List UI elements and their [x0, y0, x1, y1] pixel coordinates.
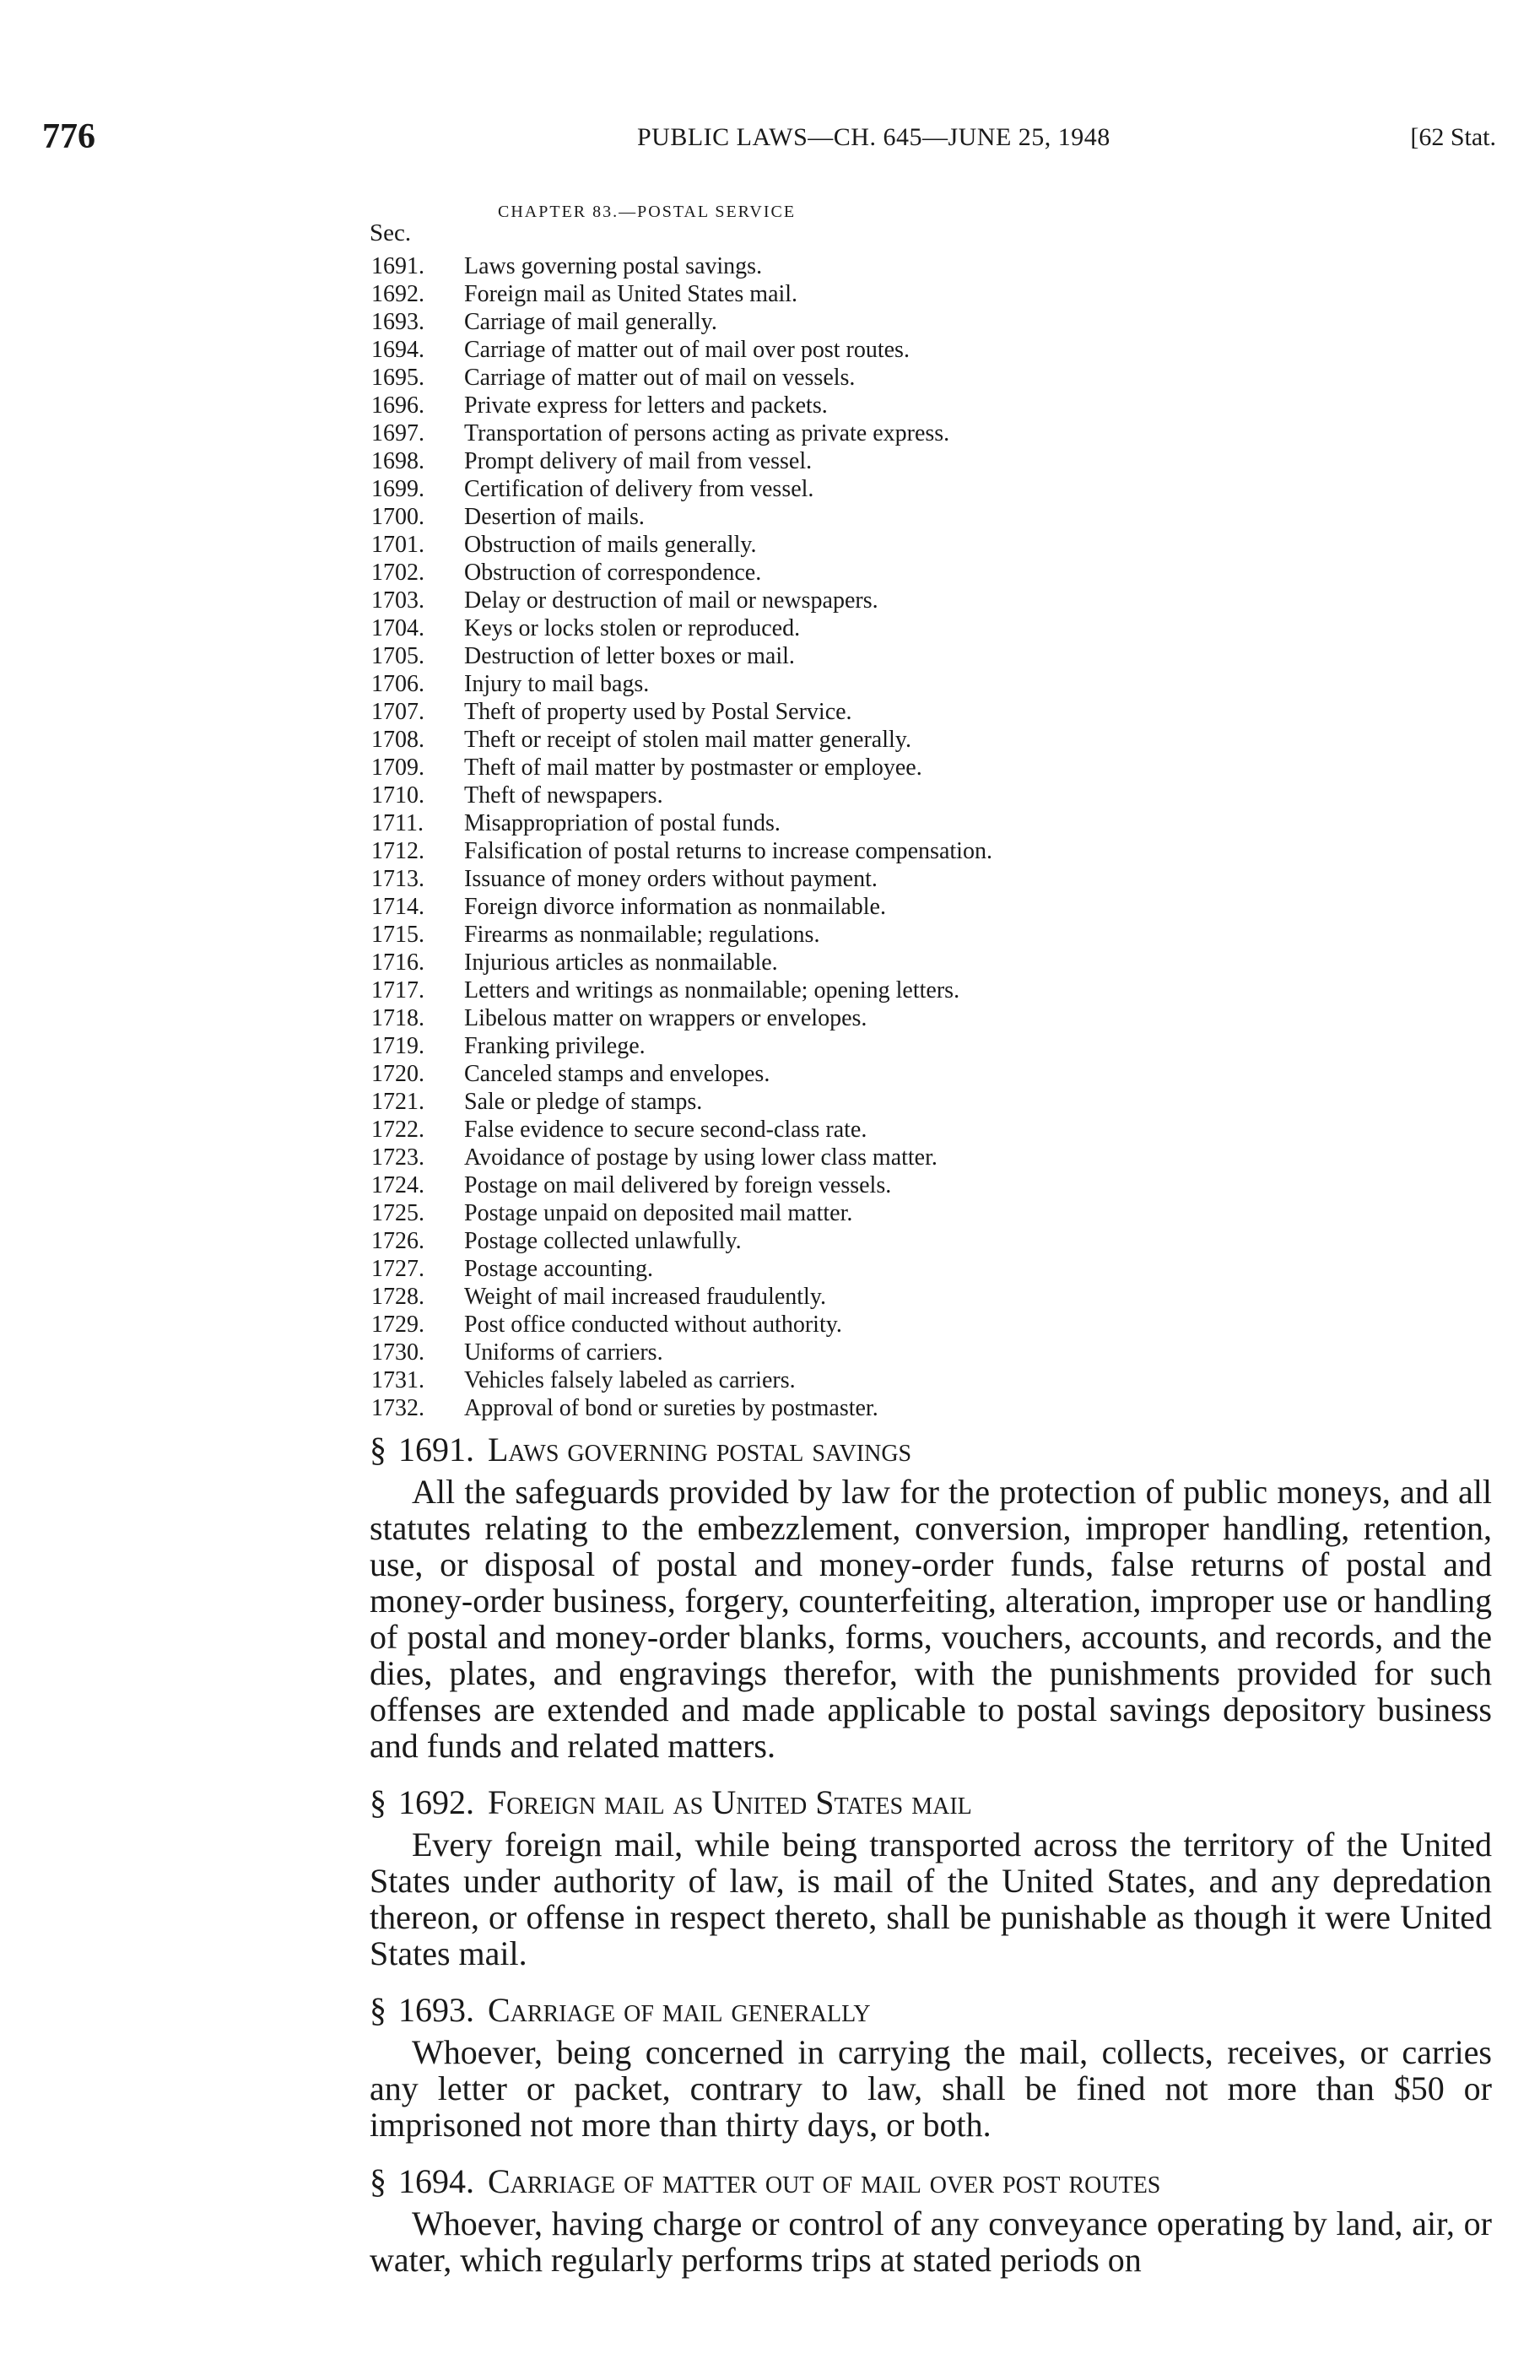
toc-entry-title: Foreign mail as United States mail.	[464, 281, 798, 307]
toc-entry-title: Carriage of matter out of mail on vessels.	[464, 365, 856, 391]
toc-entry-title: Sale or pledge of stamps.	[464, 1089, 703, 1115]
toc-entry	[371, 949, 992, 976]
toc-entry-number: 1696.	[371, 392, 424, 419]
toc-entry	[371, 642, 992, 670]
toc-entry-title: Weight of mail increased fraudulently.	[464, 1284, 826, 1310]
section-title: Carriage of matter out of mail over post routes	[488, 2162, 1161, 2200]
toc-entry-title: Obstruction of correspondence.	[464, 560, 762, 586]
toc-entry	[371, 419, 992, 447]
toc-entry-number: 1709.	[371, 755, 424, 781]
toc-entry-title: Postage unpaid on deposited mail matter.	[464, 1200, 853, 1226]
toc-entry-title: Obstruction of mails generally.	[464, 532, 757, 558]
toc-entry-number: 1702.	[371, 560, 424, 586]
toc-entry-title: Canceled stamps and envelopes.	[464, 1061, 770, 1087]
toc-entry-title: Issuance of money orders without payment.	[464, 866, 878, 892]
toc-entry-number: 1710.	[371, 782, 424, 809]
toc-entry-title: False evidence to secure second-class rate.	[464, 1117, 867, 1143]
toc-entry-title: Libelous matter on wrappers or envelopes.	[464, 1005, 867, 1031]
toc-entry-title: Prompt delivery of mail from vessel.	[464, 448, 813, 474]
running-title: PUBLIC LAWS—CH. 645—JUNE 25, 1948	[637, 123, 1110, 151]
toc-entry-title: Misappropriation of postal funds.	[464, 810, 781, 836]
section-symbol: §	[370, 1783, 386, 1821]
toc-entry-title: Approval of bond or sureties by postmaster.	[464, 1395, 878, 1421]
toc-entry-title: Postage accounting.	[464, 1256, 653, 1282]
toc-entry	[371, 670, 992, 698]
toc-entry-title: Carriage of matter out of mail over post routes.	[464, 337, 910, 363]
toc-entry-number: 1693.	[371, 309, 424, 335]
toc-entry	[371, 893, 992, 921]
toc-entry	[371, 921, 992, 949]
toc-entry	[371, 976, 992, 1004]
toc-entry-title: Theft or receipt of stolen mail matter generally.	[464, 727, 911, 753]
toc-entry-number: 1727.	[371, 1256, 424, 1282]
toc-entry	[371, 1339, 992, 1366]
section-heading	[370, 1992, 1492, 2029]
toc-entry-title: Certification of delivery from vessel.	[464, 476, 814, 502]
toc-entry-number: 1700.	[371, 504, 424, 530]
section-heading	[370, 1431, 1492, 1469]
toc-entry-number: 1706.	[371, 671, 424, 697]
toc-sec-label: Sec.	[370, 219, 412, 246]
toc-entry	[371, 837, 992, 865]
section-body: All the safeguards provided by law for the protection of public moneys, and all statutes relating to the embezzlement, conversion, improper handling, retention, use, or disposal of postal and money-order funds, false returns of postal and money-order business, forgery, counterfeiting, alteration, improper use or handling of postal and money-order blanks, forms, vouchers, accounts, and records, and the dies, plates, and engravings therefor, with the punishments provided for such offenses are extended and made applicable to postal savings depository business and funds and related matters.	[370, 1473, 1492, 1765]
toc-entry-number: 1713.	[371, 866, 424, 892]
toc-entry	[371, 865, 992, 893]
toc-entry-number: 1716.	[371, 949, 424, 976]
toc-entry-number: 1726.	[371, 1228, 424, 1254]
toc-entry-number: 1719.	[371, 1033, 424, 1059]
toc-entry-number: 1721.	[371, 1089, 424, 1115]
section-body: Whoever, being concerned in carrying the mail, collects, receives, or carries any letter or packet, contrary to law, shall be fined not more than $50 or imprisoned not more than thirty days, or both.	[370, 2033, 1492, 2144]
toc-entry-title: Letters and writings as nonmailable; opening letters.	[464, 977, 960, 1003]
toc-entry	[371, 809, 992, 837]
toc-entry	[371, 280, 992, 308]
toc-entry	[371, 392, 992, 419]
section-title: Carriage of mail generally	[488, 1991, 871, 2029]
toc-entry-number: 1725.	[371, 1200, 424, 1226]
toc-entry	[371, 1116, 992, 1144]
toc-entry-number: 1731.	[371, 1367, 424, 1393]
toc-entry	[371, 1255, 992, 1283]
toc-entry	[371, 587, 992, 614]
toc-entry-title: Theft of newspapers.	[464, 782, 663, 809]
section-number: 1693.	[398, 1991, 474, 2029]
toc-entry-title: Theft of mail matter by postmaster or employee.	[464, 755, 922, 781]
page-number: 776	[42, 117, 95, 156]
toc-entry-number: 1718.	[371, 1005, 424, 1031]
toc-entry	[371, 447, 992, 475]
toc-entry	[371, 782, 992, 809]
toc-entry-number: 1703.	[371, 587, 424, 614]
page-header	[0, 116, 1540, 159]
section-symbol: §	[370, 1431, 386, 1469]
toc-entry-title: Post office conducted without authority.	[464, 1312, 842, 1338]
toc-entry-title: Transportation of persons acting as private express.	[464, 420, 950, 446]
toc-entry	[371, 1366, 992, 1394]
section-number: 1694.	[398, 2162, 474, 2200]
toc-entry	[371, 1032, 992, 1060]
toc-entry-title: Uniforms of carriers.	[464, 1339, 663, 1366]
toc-entry-title: Vehicles falsely labeled as carriers.	[464, 1367, 796, 1393]
section-body: Whoever, having charge or control of any conveyance operating by land, air, or water, which regularly performs trips at stated periods on	[370, 2204, 1492, 2279]
toc-entry-title: Injurious articles as nonmailable.	[464, 949, 778, 976]
toc-entry	[371, 336, 992, 364]
toc-entry-number: 1708.	[371, 727, 424, 753]
toc-entry-number: 1707.	[371, 699, 424, 725]
toc-entry	[371, 1088, 992, 1116]
toc-entry	[371, 614, 992, 642]
toc-entry-number: 1712.	[371, 838, 424, 864]
section-symbol: §	[370, 2162, 386, 2200]
toc-entry	[371, 1004, 992, 1032]
toc-entry	[371, 1394, 992, 1422]
toc-entry-title: Avoidance of postage by using lower class matter.	[464, 1144, 938, 1171]
toc-entry-title: Carriage of mail generally.	[464, 309, 717, 335]
toc-entry-number: 1730.	[371, 1339, 424, 1366]
toc-entry-number: 1732.	[371, 1395, 424, 1421]
toc-entry-title: Foreign divorce information as nonmailable.	[464, 894, 886, 920]
toc-entry	[371, 503, 992, 531]
toc-entry-number: 1705.	[371, 643, 424, 669]
toc-entry	[371, 559, 992, 587]
toc-entry-title: Postage on mail delivered by foreign vessels.	[464, 1172, 892, 1198]
sections-body	[370, 1431, 1492, 2298]
toc-entry-number: 1694.	[371, 337, 424, 363]
toc-entry-number: 1723.	[371, 1144, 424, 1171]
toc-entry-number: 1722.	[371, 1117, 424, 1143]
toc-entry-number: 1695.	[371, 365, 424, 391]
toc-entry-number: 1728.	[371, 1284, 424, 1310]
toc-entry	[371, 475, 992, 503]
toc-entry-number: 1715.	[371, 922, 424, 948]
toc-entry	[371, 531, 992, 559]
toc-entry	[371, 308, 992, 336]
section-number: 1692.	[398, 1783, 474, 1821]
toc-entry	[371, 1144, 992, 1171]
toc-entry	[371, 754, 992, 782]
section-title: Foreign mail as United States mail	[488, 1783, 972, 1821]
toc-entry-number: 1701.	[371, 532, 424, 558]
toc-entry	[371, 364, 992, 392]
toc-entry-title: Laws governing postal savings.	[464, 253, 763, 279]
toc-entry	[371, 1311, 992, 1339]
toc-entry-number: 1692.	[371, 281, 424, 307]
toc-entry	[371, 1199, 992, 1227]
table-of-contents	[371, 252, 992, 1422]
section-symbol: §	[370, 1991, 386, 2029]
toc-entry	[371, 726, 992, 754]
toc-entry	[371, 252, 992, 280]
toc-entry-number: 1691.	[371, 253, 424, 279]
statute-reference: [62 Stat.	[1410, 123, 1496, 151]
section-heading	[370, 1784, 1492, 1821]
toc-entry	[371, 1227, 992, 1255]
toc-entry-title: Theft of property used by Postal Service.	[464, 699, 852, 725]
toc-entry-number: 1714.	[371, 894, 424, 920]
toc-entry-title: Private express for letters and packets.	[464, 392, 828, 419]
toc-entry-title: Keys or locks stolen or reproduced.	[464, 615, 801, 641]
toc-entry-number: 1711.	[371, 810, 424, 836]
section-body: Every foreign mail, while being transported across the territory of the United States under authority of law, is mail of the United States, and any depredation thereon, or offense in respect thereto, shall be punishable as though it were United States mail.	[370, 1826, 1492, 1972]
toc-entry-number: 1697.	[371, 420, 424, 446]
toc-entry-number: 1698.	[371, 448, 424, 474]
toc-entry-title: Delay or destruction of mail or newspapers.	[464, 587, 878, 614]
toc-entry-title: Firearms as nonmailable; regulations.	[464, 922, 820, 948]
toc-entry-title: Falsification of postal returns to increase compensation.	[464, 838, 992, 864]
toc-entry-number: 1699.	[371, 476, 424, 502]
section-title: Laws governing postal savings	[488, 1431, 912, 1469]
toc-entry-title: Postage collected unlawfully.	[464, 1228, 742, 1254]
toc-entry-number: 1724.	[371, 1172, 424, 1198]
section-number: 1691.	[398, 1431, 474, 1469]
toc-entry-number: 1704.	[371, 615, 424, 641]
toc-entry-title: Franking privilege.	[464, 1033, 646, 1059]
section-heading	[370, 2163, 1492, 2200]
toc-entry-title: Injury to mail bags.	[464, 671, 650, 697]
chapter-heading: CHAPTER 83.—POSTAL SERVICE	[498, 203, 797, 221]
toc-entry	[371, 1283, 992, 1311]
toc-entry	[371, 698, 992, 726]
toc-entry-title: Destruction of letter boxes or mail.	[464, 643, 795, 669]
toc-entry-number: 1717.	[371, 977, 424, 1003]
toc-entry	[371, 1060, 992, 1088]
toc-entry-number: 1720.	[371, 1061, 424, 1087]
toc-entry	[371, 1171, 992, 1199]
toc-entry-title: Desertion of mails.	[464, 504, 645, 530]
toc-entry-number: 1729.	[371, 1312, 424, 1338]
